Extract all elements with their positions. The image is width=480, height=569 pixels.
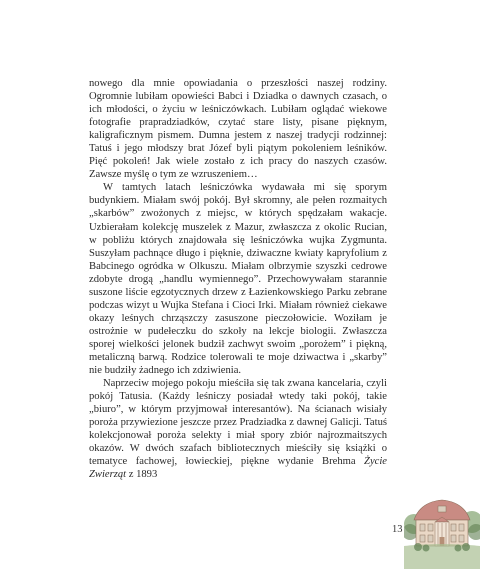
paragraph-3-text: Naprzeciw mojego pokoju mieściła się tak zwana kancelaria, czyli pokój Tatusia. (Każdy leśniczy posiadał wtedy taki pokój, takie „biuro”, w którym przyjmował interesantów). Na ścianach wisiały poroża przywiezione jeszcze przez Pradziadka z dawnej Galicji. Tatuś kolekcjonował poroża selekty i miał spory zbiór najrozmaitszych okazów. W dwóch szafach bibliotecznych mieściły się książki o tematyce fachowej, łowieckiej, piękne wydanie Brehma <box>89 378 387 468</box>
paragraph-1 <box>89 77 387 181</box>
manor-house-illustration <box>404 482 480 569</box>
page-number: 13 <box>392 524 403 535</box>
paragraph-2 <box>89 181 387 377</box>
book-title-italic: Życie Zwierząt <box>89 456 387 481</box>
paragraph-1-text: nowego dla mnie opowiadania o przeszłości naszej rodziny. Ogromnie lubiłam opowieści Babci i Dziadka o dawnych czasach, o ich młodości, o życiu w leśniczówkach. Lubiłam oglądać wiekowe fotografie prapradziadków, czytać stare listy, pisane pięknym, kaligraficznym pismem. Dumna jestem z naszej tradycji rodzinnej: Tatuś i jego młodszy brat Józef byli piątym pokoleniem leśników. Pięć pokoleń! Jak wiele zostało z ich pracy do naszych czasów. Zawsze myślę o tym ze wzruszeniem… <box>89 78 387 181</box>
porch-icon <box>435 517 449 546</box>
body-text <box>89 77 387 481</box>
paragraph-3 <box>89 377 387 481</box>
paragraph-2-text: W tamtych latach leśniczówka wydawała mi się sporym budynkiem. Miałam swój pokój. Był skromny, ale pełen rozmaitych „skarbów” zwożonych z miejsc, w których spędzałam wakacje. Uzbierałam kolekcję muszelek z Mazur, zwłaszcza z okolic Rucian, w pobliżu których znajdowała się leśniczówka wujka Zygmunta. Suszyłam pachnące długo i pięknie, dziwaczne kwiaty kapryfolium z Babcinego ogródka w Olkuszu. Miałam olbrzymie szyszki cedrowe zdobyte drogą „handlu wymiennego”. Przechowywałam starannie suszone liście egzotycznych drzew z Łazienkowskiego Parku zebrane podczas wizyt u Wujka Stefana i Cioci Irki. Miałam również ciekawe okazy leśnych chrząszczy zasuszone pieczołowicie. Woziłam je ostrożnie w pudełeczku do szkoły na lekcje biologii. Zwłaszcza sporej wielkości jelonek budził zachwyt swoim „porożem” i piękną, metaliczną barwą. Rodzice tolerowali te moje dziwactwa i „skarby” nie budziły żadnego ich zdziwienia. <box>89 182 387 377</box>
paragraph-3-tail: z 1893 <box>126 469 158 481</box>
